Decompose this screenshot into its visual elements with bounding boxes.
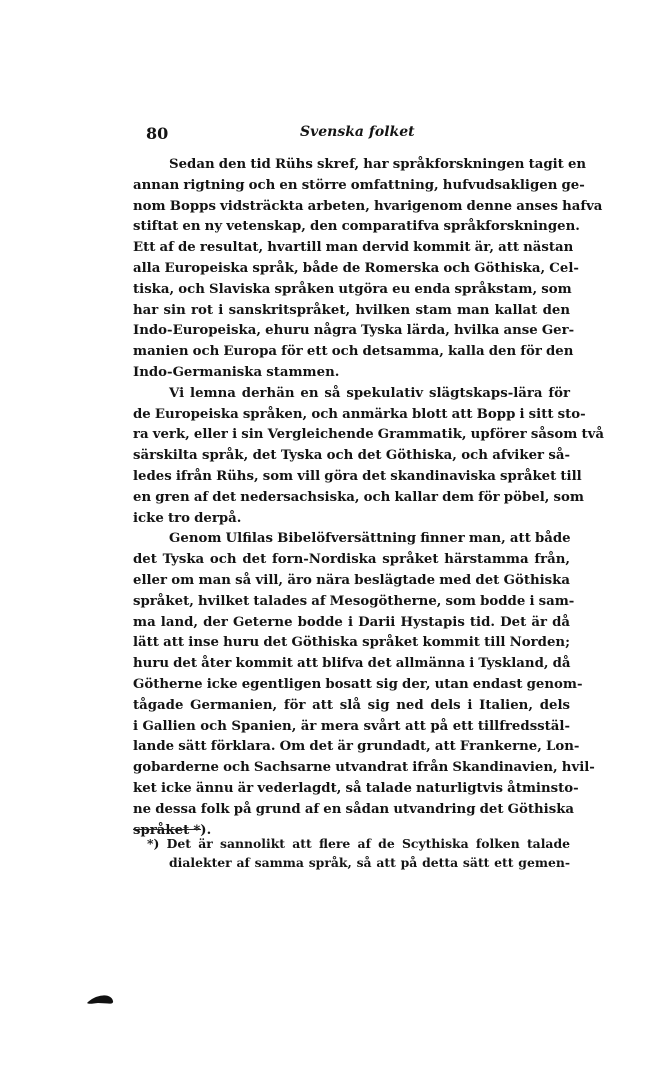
text-line: språket *).	[133, 822, 212, 838]
text-line: det Tyska och det forn-Nordiska språket härstamma från,	[133, 552, 570, 568]
text-line: särskilta språk, det Tyska och det Göthiska, och afviker så-	[133, 448, 570, 464]
text-line: manien och Europa för ett och detsamma, kalla den för den	[133, 344, 574, 360]
text-line: tiska, och Slaviska språken utgöra eu enda språkstam, som	[133, 281, 572, 297]
text-line: alla Europeiska språk, både de Romerska och Göthiska, Cel-	[133, 260, 579, 276]
text-line: Götherne icke egentligen bosatt sig der, utan endast genom-	[133, 676, 583, 692]
footnote-line: *) Det är sannolikt att flere af de Scythiska folken talade	[147, 836, 570, 851]
text-line: de Europeiska språken, och anmärka blott att Bopp i sitt sto-	[133, 406, 586, 422]
text-line: Sedan den tid Rühs skref, har språkforskningen tagit en	[169, 157, 587, 172]
text-line: lande sätt förklara. Om det är grundadt, att Frankerne, Lon-	[133, 739, 580, 755]
text-line: ne dessa folk på grund af en sådan utvandring det Göthiska	[133, 801, 575, 817]
text-line: annan rigtning och en större omfattning, hufvudsakligen ge-	[133, 177, 585, 193]
text-line: tågade Germanien, för att slå sig ned dels i Italien, dels	[133, 697, 570, 713]
text-line: Vi lemna derhän en så spekulativ slägtskaps-lära för	[169, 385, 570, 401]
text-line: Indo-Europeiska, ehuru några Tyska lärda, hvilka anse Ger-	[133, 323, 575, 339]
text-line: Indo-Germaniska stammen.	[133, 364, 340, 380]
text-line: lätt att inse huru det Göthiska språket kommit till Norden;	[133, 635, 570, 651]
text-line: nom Bopps vidsträckta arbeten, hvarigenom denne anses hafva	[133, 198, 603, 214]
page-number: 80	[146, 124, 169, 143]
text-line: ra verk, eller i sin Vergleichende Grammatik, upförer såsom två	[133, 427, 604, 443]
text-line: har sin rot i sanskritspråket, hvilken stam man kallat den	[133, 302, 570, 318]
footnote	[133, 834, 570, 872]
text-line: en gren af det nedersachsiska, och kallar dem för pöbel, som	[133, 489, 584, 505]
ink-blot-mark	[86, 994, 114, 1005]
text-line: språket, hvilket talades af Mesogötherne, som bodde i sam-	[133, 593, 575, 609]
text-line: icke tro derpå.	[133, 510, 242, 526]
text-line: i Gallien och Spanien, är mera svårt att på ett tillfredsstäl-	[133, 718, 570, 734]
text-line: Ett af de resultat, hvartill man dervid kommit är, att nästan	[133, 240, 574, 256]
text-line: Genom Ulfilas Bibelöfversättning finner man, att både	[169, 531, 571, 547]
running-head: Svenska folket	[300, 124, 415, 140]
text-line: ket icke ännu är vederlagdt, så talade naturligtvis åtminsto-	[133, 780, 579, 796]
body-text	[133, 155, 604, 841]
text-line: huru det åter kommit att blifva det allmänna i Tyskland, då	[133, 656, 571, 672]
text-line: stiftat en ny vetenskap, den comparatifva språkforskningen.	[133, 219, 580, 235]
text-line: ma land, der Geterne bodde i Darii Hystapis tid. Det är då	[133, 614, 570, 630]
text-line: ledes ifrån Rühs, som vill göra det skandinaviska språket till	[133, 468, 582, 484]
page-header	[132, 124, 572, 148]
footnote-rule	[133, 829, 201, 830]
footnote-line: dialekter af samma språk, så att på detta sätt ett gemen-	[169, 855, 570, 870]
text-line: gobarderne och Sachsarne utvandrat ifrån Skandinavien, hvil-	[133, 760, 595, 776]
text-line: eller om man så vill, äro nära beslägtade med det Göthiska	[133, 572, 570, 588]
